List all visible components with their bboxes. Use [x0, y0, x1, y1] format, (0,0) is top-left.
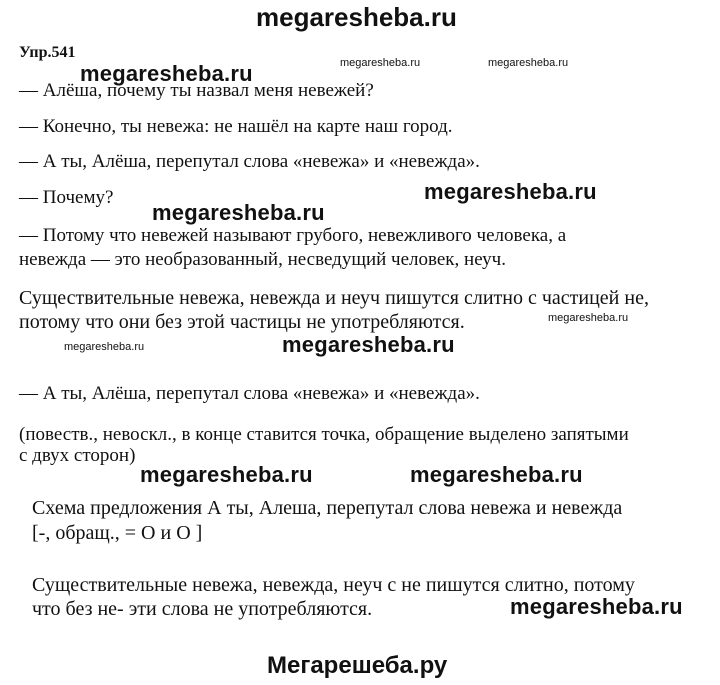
analysis-sentence: — А ты, Алёша, перепутал слова «невежа» и «невежда».	[19, 383, 480, 404]
scheme-line: Схема предложения А ты, Алеша, перепутал слова невежа и невежда	[32, 497, 623, 519]
watermark-big: megaresheba.ru	[424, 179, 597, 204]
watermark-big: megaresheba.ru	[282, 332, 455, 357]
exercise-heading: Упр.541	[19, 44, 76, 61]
rule-line: Существительные невежа, невежда и неуч пишутся слитно с частицей не,	[19, 287, 649, 309]
watermark-big: megaresheba.ru	[140, 462, 313, 487]
watermark-small: megaresheba.ru	[488, 57, 569, 69]
watermark-big: megaresheba.ru	[80, 61, 253, 86]
watermark-big: megaresheba.ru	[410, 462, 583, 487]
analysis-note-line: (повеств., невоскл., в конце ставится точка, обращение выделено запятыми	[19, 424, 629, 445]
watermark-small: megaresheba.ru	[340, 57, 421, 69]
site-header-title: megaresheba.ru	[256, 2, 457, 32]
rule-line: потому что они без этой частицы не употребляются.	[19, 311, 465, 333]
analysis-note-line: с двух сторон)	[19, 445, 136, 466]
site-footer-title: Мегарешеба.ру	[267, 652, 448, 679]
dialogue-line: — А ты, Алёша, перепутал слова «невежа» и «невежда».	[19, 151, 480, 172]
watermark-small: megaresheba.ru	[548, 312, 629, 324]
watermark-big: megaresheba.ru	[510, 594, 683, 619]
watermark-small: megaresheba.ru	[64, 341, 145, 353]
dialogue-line: — Конечно, ты невежа: не нашёл на карте наш город.	[19, 116, 453, 137]
dialogue-line: — Потому что невежей называют грубого, невежливого человека, а	[19, 225, 567, 246]
dialogue-line: — Почему?	[19, 187, 114, 208]
conclusion-line: что без не- эти слова не употребляются.	[32, 598, 373, 620]
dialogue-line: — Алёша, почему ты назвал меня невежей?	[19, 80, 374, 101]
conclusion-line: Существительные невежа, невежда, неуч с не пишутся слитно, потому	[32, 574, 635, 596]
watermark-big: megaresheba.ru	[152, 200, 325, 225]
scheme-line: [-, обращ., = О и О ]	[32, 522, 203, 544]
dialogue-line: невежда — это необразованный, несведущий человек, неуч.	[19, 249, 506, 270]
